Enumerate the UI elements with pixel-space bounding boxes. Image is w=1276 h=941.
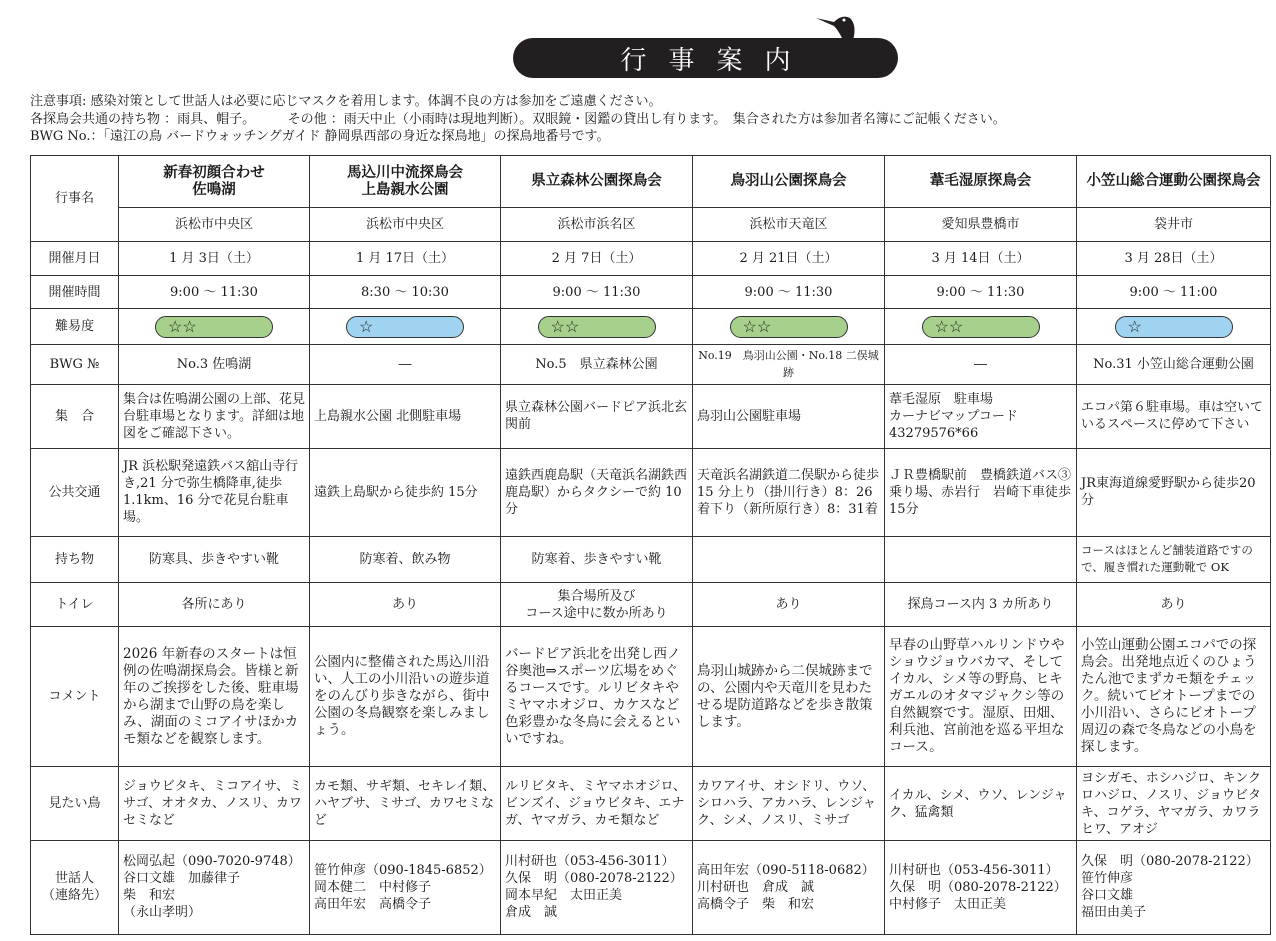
transit-info: ＪＲ豊橋駅前 豊橋鉄道バス③乗り場、赤岩行 岩崎下車徒歩15分	[885, 448, 1077, 536]
belongings	[693, 536, 885, 582]
row-label-transit: 公共交通	[31, 448, 119, 536]
row-label-birds: 見たい鳥	[31, 767, 119, 840]
event-time: 9:00 ～ 11:30	[119, 276, 310, 309]
toilet-info: あり	[693, 583, 885, 627]
kingfisher-icon	[812, 6, 872, 56]
belongings: 防寒具、歩きやすい靴	[119, 536, 310, 582]
note-line: BWG No.：「遠江の鳥 バードウォッチングガイド 静岡県西部の身近な探鳥地」の探鳥地番号です。	[30, 129, 610, 144]
toilet-info: 各所にあり	[119, 583, 310, 627]
belongings: 防寒着、飲み物	[310, 536, 501, 582]
bwg-number: ―	[310, 345, 501, 384]
meeting-point: 鳥羽山公園駐車場	[693, 384, 885, 448]
difficulty-badge: ☆☆	[538, 316, 656, 338]
toilet-row	[31, 583, 1271, 627]
target-birds: ルリビタキ、ミヤマホオジロ、ビンズイ、ジョウビタキ、エナガ、ヤマガラ、カモ類など	[501, 767, 693, 840]
belongings	[885, 536, 1077, 582]
bwg-number: ―	[885, 345, 1077, 384]
event-time: 9:00 ～ 11:30	[501, 276, 693, 309]
meeting-point: 葦毛湿原 駐車場 カーナビマップコード 43279576*66	[885, 384, 1077, 448]
difficulty-badge: ☆☆	[155, 316, 273, 338]
date-row	[31, 242, 1271, 276]
page-title: 行事案内	[513, 38, 898, 78]
target-birds: カワアイサ、オシドリ、ウソ、シロハラ、アカハラ、レンジャク、シメ、ノスリ、ミサゴ	[693, 767, 885, 840]
note-line: 注意事項: 感染対策として世話人は必要に応じマスクを着用します。体調不良の方は参加をご遠慮ください。	[30, 94, 662, 109]
transit-info: JR東海道線愛野駅から徒歩20分	[1077, 448, 1271, 536]
time-row	[31, 276, 1271, 309]
difficulty-badge: ☆☆	[730, 316, 848, 338]
target-birds: ヨシガモ、ホシハジロ、キンクロハジロ、ノスリ、ジョウビタキ、コゲラ、ヤマガラ、カワラヒワ、アオジ	[1077, 767, 1271, 840]
target-birds: カモ類、サギ類、セキレイ類、ハヤブサ、ミサゴ、カワセミなど	[310, 767, 501, 840]
row-label-bwg: BWG №	[31, 345, 119, 384]
transit-info: 遠鉄上島駅から徒歩約 15分	[310, 448, 501, 536]
birds-row	[31, 767, 1271, 840]
event-date: 3 月 14日（土）	[885, 242, 1077, 276]
row-label-comment: コメント	[31, 627, 119, 767]
event-comment: 早春の山野草ハルリンドウやショウジョウバカマ、そしてイカル、シメ等の野鳥、ヒキガエルのオタマジャクシ等の自然観察です。湿原、田畑、利兵池、宮前池を巡る平坦なコース。	[885, 627, 1077, 767]
contacts: 川村研也（053-456-3011） 久保 明（080-2078-2122） 岡本早紀 太田正美 倉成 誠	[501, 840, 693, 934]
event-comment: バードピア浜北を出発し西ノ谷奥池⇒スポーツ広場をめぐるコースです。ルリビタキやミヤマホオジロ、カケスなど色彩豊かな冬鳥に会えるといいですね。	[501, 627, 693, 767]
bwg-number: No.19 鳥羽山公園・No.18 二俣城跡	[693, 345, 885, 384]
meeting-row	[31, 384, 1271, 448]
event-name: 新春初顔合わせ 佐鳴湖	[119, 156, 310, 208]
row-label-belongings: 持ち物	[31, 536, 119, 582]
contacts: 松岡弘起（090-7020-9748） 谷口文雄 加藤律子 柴 和宏 （永山孝明）	[119, 840, 310, 934]
transit-info: JR 浜松駅発遠鉄バス舘山寺行き,21 分で弥生橋降車,徒歩 1.1km、16 分で花見台駐車場。	[119, 448, 310, 536]
meeting-point: エコパ第６駐車場。車は空いているスペースに停めて下さい	[1077, 384, 1271, 448]
event-location: 浜松市中央区	[119, 208, 310, 242]
notes-block	[30, 93, 1270, 146]
event-name-row	[31, 156, 1271, 208]
location-row	[31, 208, 1271, 242]
meeting-point: 集合は佐鳴湖公園の上部、花見台駐車場となります。詳細は地図をご確認下さい。	[119, 384, 310, 448]
event-comment: 2026 年新春のスタートは恒例の佐鳴湖探鳥会。皆様と新年のご挨拶をした後、駐車場から湖まで山野の鳥を楽しみ、湖面のミコアイサほかカモ類などを観察します。	[119, 627, 310, 767]
toilet-info: 探鳥コース内 3 カ所あり	[885, 583, 1077, 627]
event-location: 浜松市中央区	[310, 208, 501, 242]
row-label-toilet: トイレ	[31, 583, 119, 627]
row-label-time: 開催時間	[31, 276, 119, 309]
event-date: 1 月 3日（土）	[119, 242, 310, 276]
bwg-number: No.3 佐鳴湖	[119, 345, 310, 384]
transit-info: 天竜浜名湖鉄道二俣駅から徒歩 15 分上り（掛川行き）8：26着下り（新所原行き）8：31着	[693, 448, 885, 536]
bwg-row	[31, 345, 1271, 384]
event-location: 浜松市天竜区	[693, 208, 885, 242]
meeting-point: 上島親水公園 北側駐車場	[310, 384, 501, 448]
event-comment: 鳥羽山城跡から二俣城跡までの、公園内や天竜川を見わたせる堤防道路などを歩き散策します。	[693, 627, 885, 767]
event-date: 2 月 21日（土）	[693, 242, 885, 276]
event-date: 1 月 17日（土）	[310, 242, 501, 276]
event-location: 浜松市浜名区	[501, 208, 693, 242]
toilet-info: 集合場所及び コース途中に数か所あり	[501, 583, 693, 627]
event-date: 3 月 28日（土）	[1077, 242, 1271, 276]
event-time: 9:00 ～ 11:30	[885, 276, 1077, 309]
difficulty-badge: ☆☆	[922, 316, 1040, 338]
contacts: 笹竹伸彦（090-1845-6852） 岡本健二 中村修子 高田年宏 高橋令子	[310, 840, 501, 934]
comment-row	[31, 627, 1271, 767]
event-time: 9:00 ～ 11:30	[693, 276, 885, 309]
event-name: 鳥羽山公園探鳥会	[693, 156, 885, 208]
event-name: 県立森林公園探鳥会	[501, 156, 693, 208]
toilet-info: あり	[310, 583, 501, 627]
row-label-contacts: 世話人 （連絡先）	[31, 840, 119, 934]
event-time: 8:30 ～ 10:30	[310, 276, 501, 309]
belongings: 防寒着、歩きやすい靴	[501, 536, 693, 582]
bwg-number: No.5 県立森林公園	[501, 345, 693, 384]
contacts: 高田年宏（090-5118-0682） 川村研也 倉成 誠 高橋令子 柴 和宏	[693, 840, 885, 934]
transit-info: 遠鉄西鹿島駅（天竜浜名湖鉄西鹿島駅）からタクシーで約 10分	[501, 448, 693, 536]
note-line: 各探鳥会共通の持ち物 ：雨具、帽子。 その他 ：雨天中止（小雨時は現地判断）。双眼鏡・図鑑の貸出し有ります。 集合された方は参加者名簿にご記帳ください。	[30, 111, 1006, 127]
event-time: 9:00 ～ 11:00	[1077, 276, 1271, 309]
event-comment: 小笠山運動公園エコパでの探鳥会。出発地点近くのひょうたん池でまずカモ類をチェック。続いてビオトープまでの小川沿い、さらにビオトープ周辺の森で冬鳥などの小鳥を探します。	[1077, 627, 1271, 767]
row-label-difficulty: 難易度	[31, 309, 119, 345]
difficulty-badge: ☆	[346, 316, 464, 338]
contacts-row	[31, 840, 1271, 934]
events-table	[30, 155, 1271, 935]
belongings-row	[31, 536, 1271, 582]
event-location: 袋井市	[1077, 208, 1271, 242]
event-name: 馬込川中流探鳥会 上島親水公園	[310, 156, 501, 208]
row-label-event: 行事名	[31, 156, 119, 242]
contacts: 川村研也（053-456-3011） 久保 明（080-2078-2122） 中村修子 太田正美	[885, 840, 1077, 934]
belongings: コースはほとんど舗装道路ですので、履き慣れた運動靴で OK	[1077, 536, 1271, 582]
meeting-point: 県立森林公園バードピア浜北玄関前	[501, 384, 693, 448]
event-location: 愛知県豊橋市	[885, 208, 1077, 242]
toilet-info: あり	[1077, 583, 1271, 627]
row-label-date: 開催月日	[31, 242, 119, 276]
difficulty-row	[31, 309, 1271, 345]
difficulty-badge: ☆	[1115, 316, 1233, 338]
event-name: 葦毛湿原探鳥会	[885, 156, 1077, 208]
target-birds: イカル、シメ、ウソ、レンジャク、猛禽類	[885, 767, 1077, 840]
transit-row	[31, 448, 1271, 536]
event-name: 小笠山総合運動公園探鳥会	[1077, 156, 1271, 208]
row-label-meeting: 集 合	[31, 384, 119, 448]
event-date: 2 月 7日（土）	[501, 242, 693, 276]
target-birds: ジョウビタキ、ミコアイサ、ミサゴ、オオタカ、ノスリ、カワセミなど	[119, 767, 310, 840]
bwg-number: No.31 小笠山総合運動公園	[1077, 345, 1271, 384]
contacts: 久保 明（080-2078-2122） 笹竹伸彦 谷口文雄 福田由美子	[1077, 840, 1271, 934]
event-comment: 公園内に整備された馬込川沿い、人工の小川沿いの遊歩道をのんびり歩きながら、街中公園の冬鳥観察を楽しみましょう。	[310, 627, 501, 767]
